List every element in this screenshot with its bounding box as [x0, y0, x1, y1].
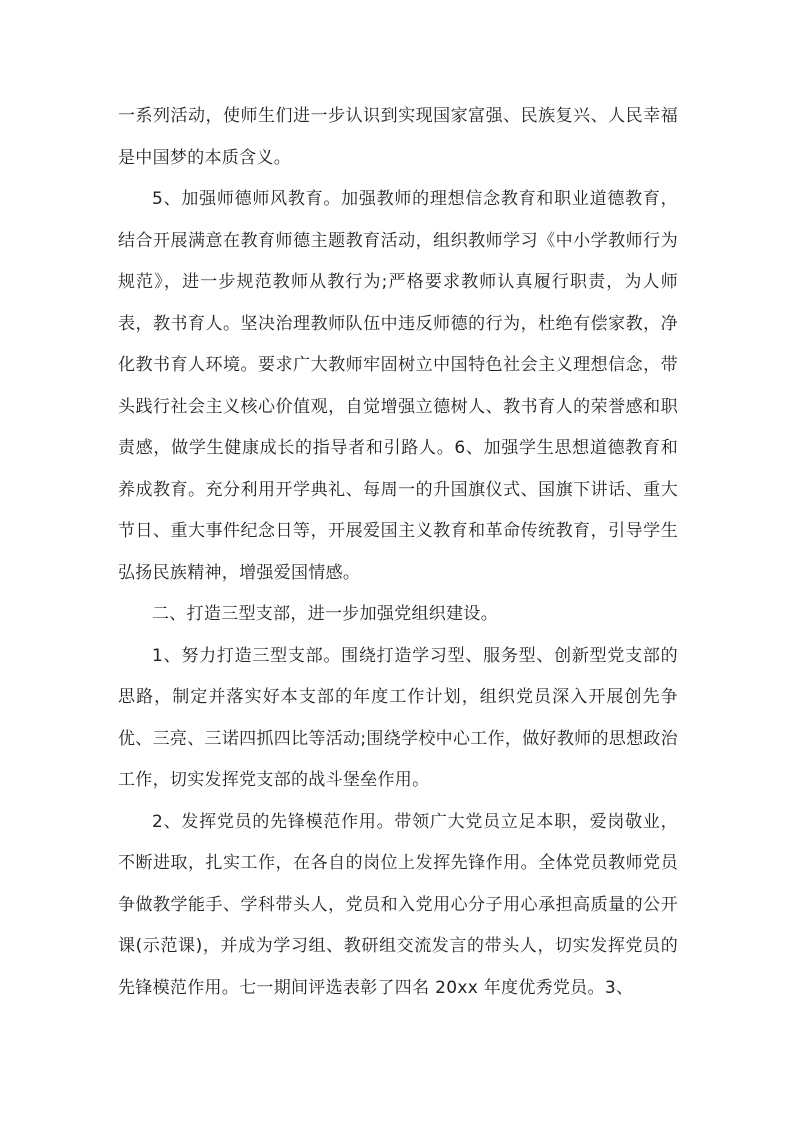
- paragraph-item-2-1: 1、努力打造三型支部。围绕打造学习型、服务型、创新型党支部的思路，制定并落实好本支部的年度工作计划，组织党员深入开展创先争优、三亮、三诺四抓四比等活动;围绕学校中心工作，做好教师的思想政治工作，切实发挥党支部的战斗堡垒作用。: [118, 645, 678, 790]
- paragraph-item-2-2: 2、发挥党员的先锋模范作用。带领广大党员立足本职，爱岗敬业，不断进取，扎实工作，在各自的岗位上发挥先锋作用。全体党员教师党员争做教学能手、学科带头人，党员和入党用心分子用心承担高质量的公开课(示范课)，并成为学习组、教研组交流发言的带头人，切实发挥党员的先锋模范作用。七一期间评选表彰了四名 20xx 年度优秀党员。3、: [118, 811, 678, 998]
- paragraph-continuation: 一系列活动，使师生们进一步认识到实现国家富强、民族复兴、人民幸福是中国梦的本质含义。: [118, 106, 678, 168]
- paragraph-item-5: 5、加强师德师风教育。加强教师的理想信念教育和职业道德教育，结合开展满意在教育师德主题教育活动，组织教师学习《中小学教师行为规范》，进一步规范教师从教行为;严格要求教师认真履行职责，为人师表，教书育人。坚决治理教师队伍中违反师德的行为，杜绝有偿家教，净化教书育人环境。要求广大教师牢固树立中国特色社会主义理想信念，带头践行社会主义核心价值观，自觉增强立德树人、教书育人的荣誉感和职责感，做学生健康成长的指导者和引路人。6、加强学生思想道德教育和养成教育。充分利用开学典礼、每周一的升国旗仪式、国旗下讲话、重大节日、重大事件纪念日等，开展爱国主义教育和革命传统教育，引导学生弘扬民族精神，增强爱国情感。: [118, 189, 678, 583]
- section-heading: 二、打造三型支部，进一步加强党组织建设。: [152, 604, 498, 624]
- document-body: [118, 96, 678, 1009]
